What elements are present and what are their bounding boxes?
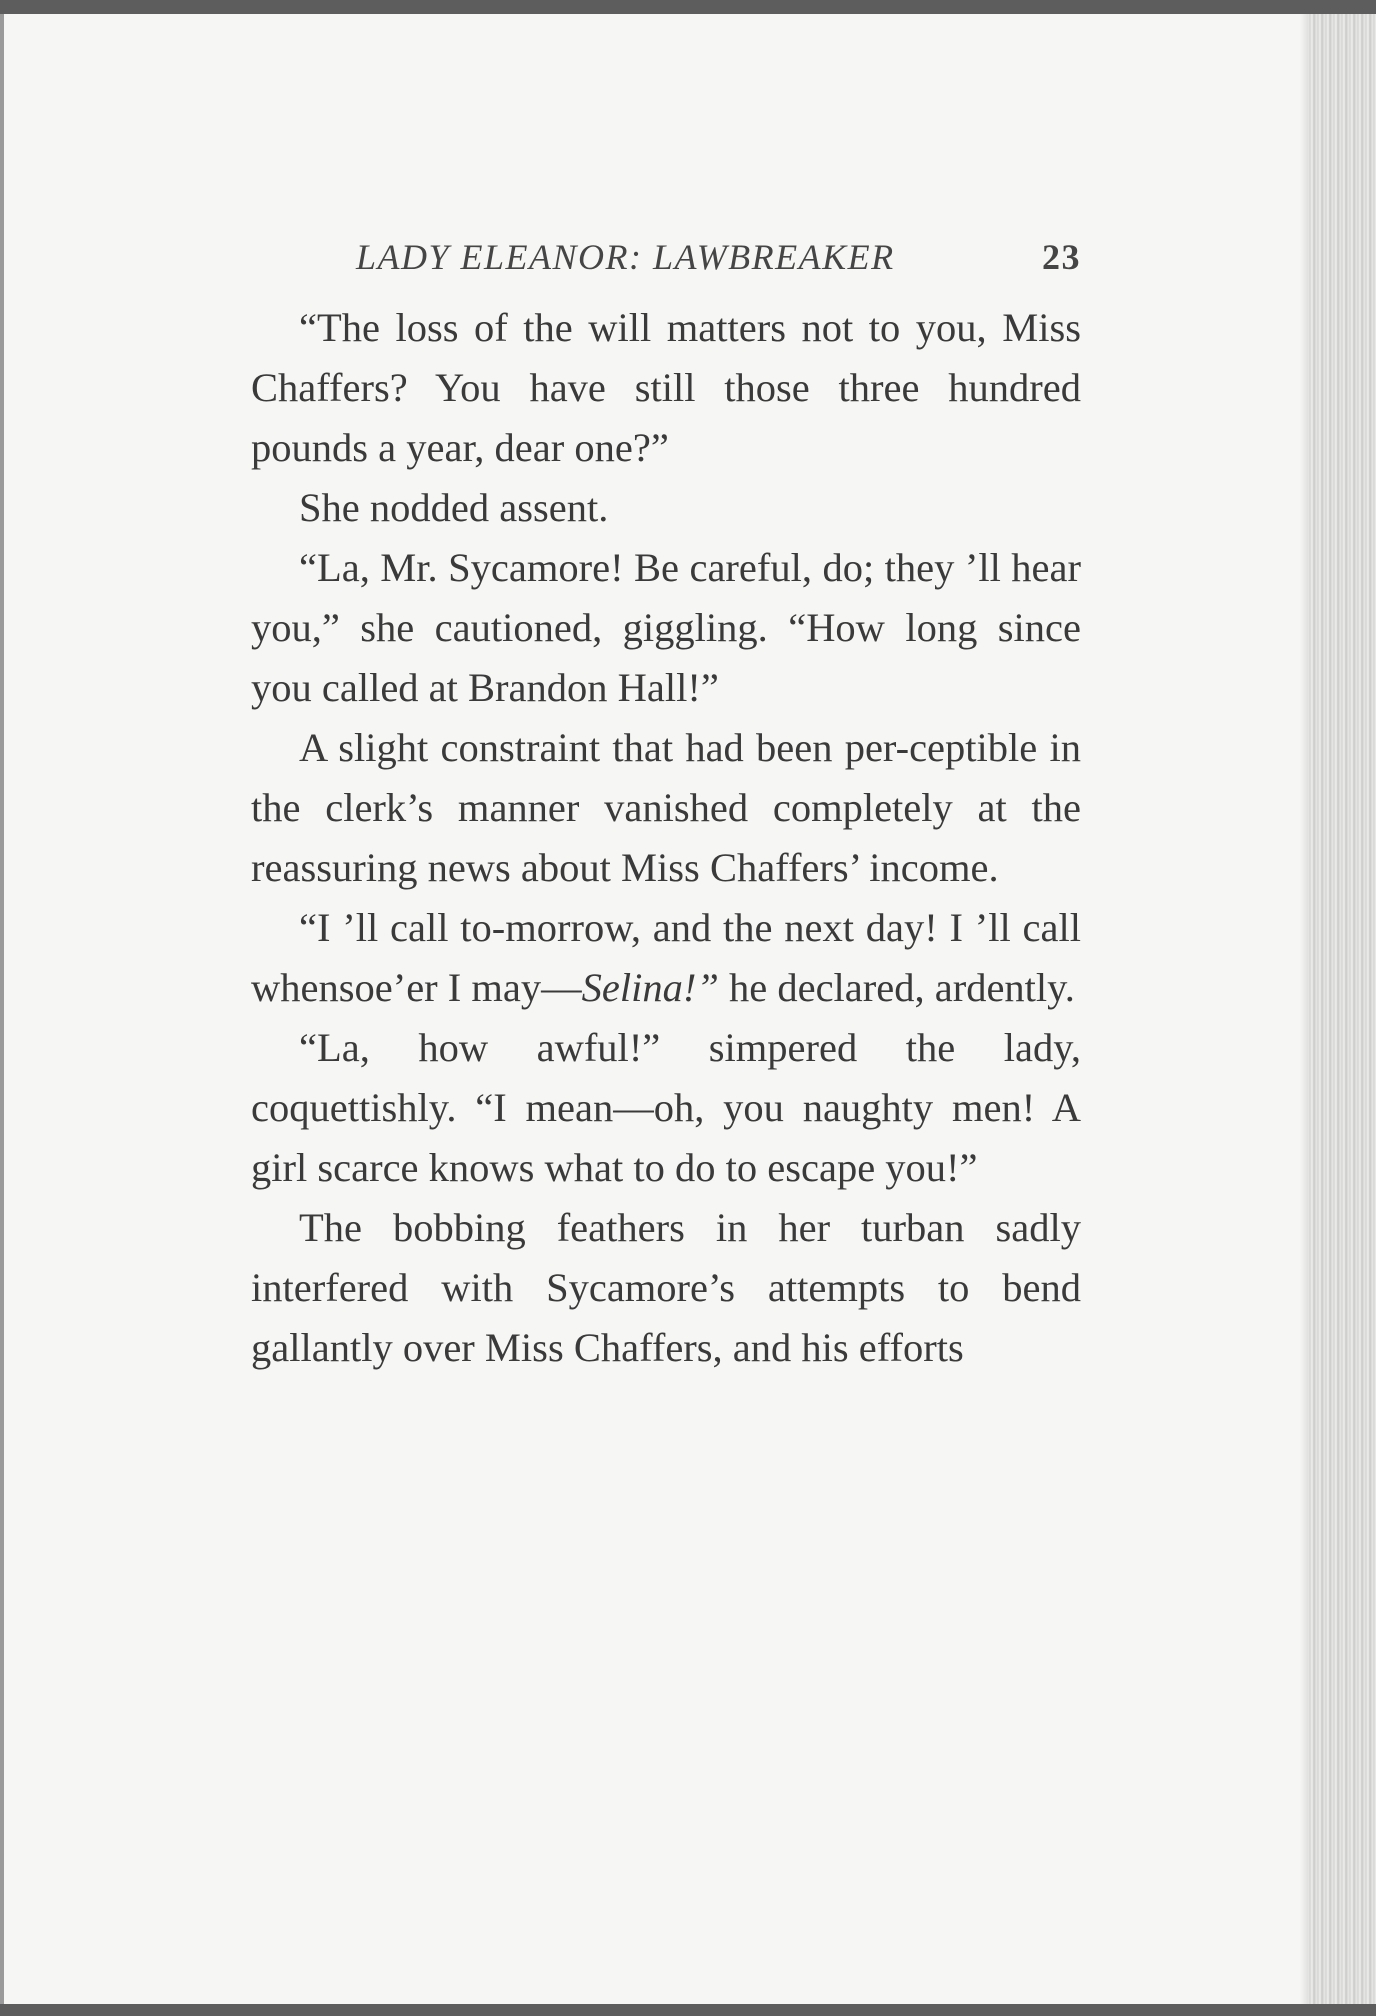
paragraph-text: he declared, ardently.: [718, 965, 1075, 1010]
paragraph: [251, 898, 1081, 1018]
page-number: 23: [1042, 237, 1081, 277]
paragraph: “La, how awful!” simpered the lady, coquettishly. “I mean—oh, you naughty men! A girl scarce knows what to do to escape you!”: [251, 1025, 1081, 1190]
paragraph: She nodded assent.: [299, 485, 609, 530]
book-page-edges: [1308, 14, 1376, 2004]
paragraph: “La, Mr. Sycamore! Be careful, do; they ’ll hear you,” she cautioned, giggling. “How long since you called at Brandon Hall!”: [251, 545, 1081, 710]
italic-name: Selina!”: [581, 965, 719, 1010]
text-block: [251, 236, 1081, 1378]
running-title: LADY ELEANOR: LAWBREAKER: [356, 237, 895, 277]
paragraph-text: “I ’ll call to-morrow, and the next day! I ’ll call whensoe’er I may—: [251, 905, 1081, 1010]
paragraph: The bobbing feathers in her turban sadly interfered with Sycamore’s attempts to bend gallantly over Miss Chaffers, and his efforts: [251, 1205, 1081, 1370]
running-head: [251, 236, 1081, 292]
book-page: [0, 14, 1318, 2004]
paragraph: “The loss of the will matters not to you, Miss Chaffers? You have still those three hundred pounds a year, dear one?”: [251, 305, 1081, 470]
paragraph: A slight constraint that had been per-ceptible in the clerk’s manner vanished completely at the reassuring news about Miss Chaffers’ income.: [251, 725, 1081, 890]
